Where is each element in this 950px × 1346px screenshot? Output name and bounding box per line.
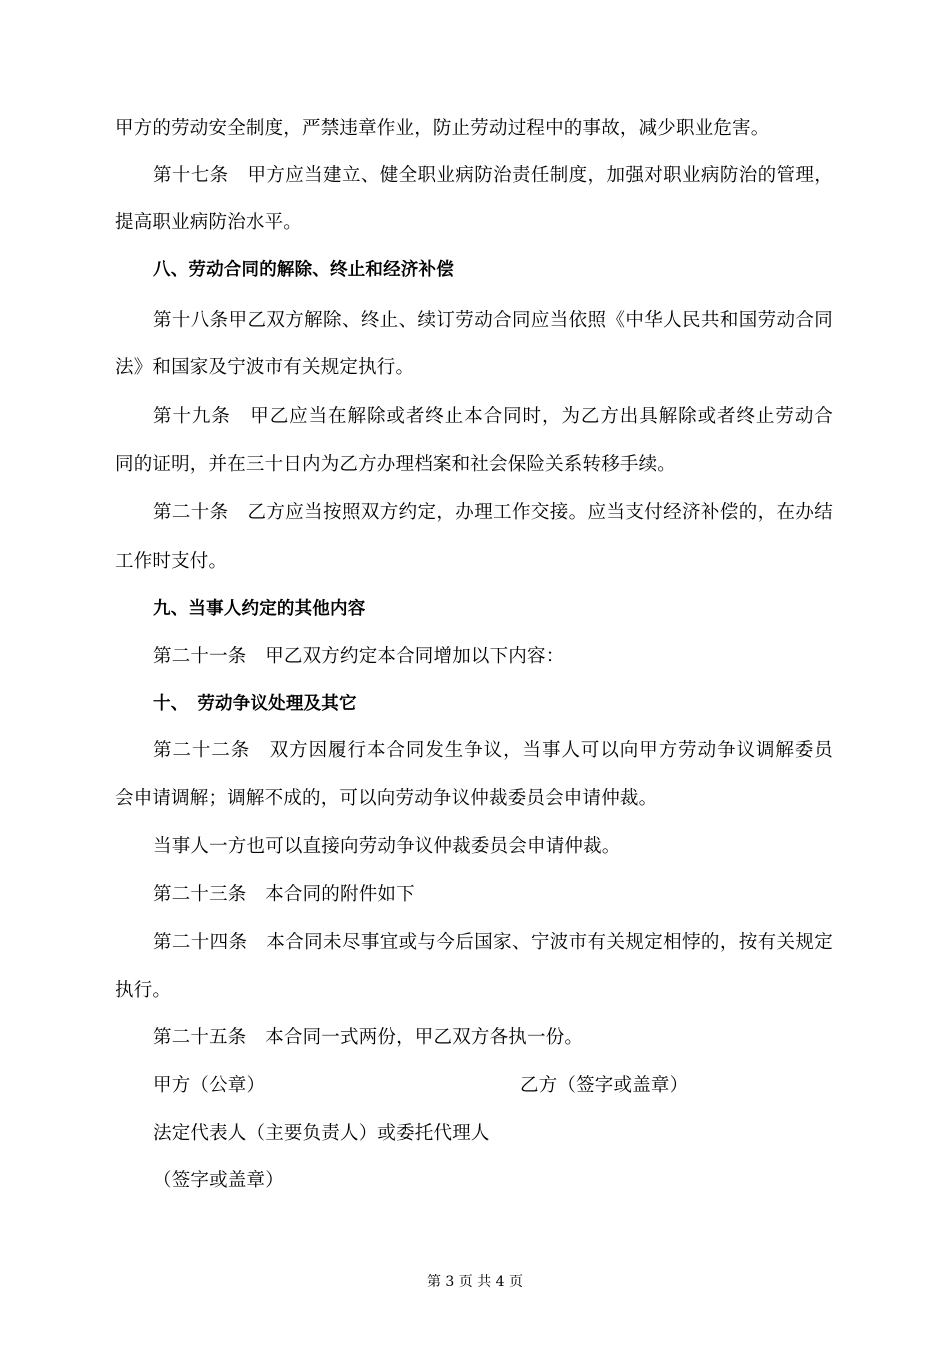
section-heading-10: 十、 劳动争议处理及其它 — [153, 694, 357, 714]
paragraph-line: 会申请调解；调解不成的，可以向劳动争议仲裁委员会申请仲裁。 — [115, 788, 658, 809]
paragraph-line: 法》和国家及宁波市有关规定执行。 — [115, 357, 415, 378]
representative-label: 法定代表人（主要负责人）或委托代理人 — [153, 1123, 490, 1144]
article-20: 第二十条 乙方应当按照双方约定，办理工作交接。应当支付经济补偿的，在办结 — [153, 502, 833, 523]
article-18: 第十八条甲乙双方解除、终止、续订劳动合同应当依照《中华人民共和国劳动合同 — [153, 310, 833, 331]
paragraph-line: 执行。 — [115, 980, 172, 1001]
article-24: 第二十四条 本合同未尽事宜或与今后国家、宁波市有关规定相悖的，按有关规定 — [153, 932, 833, 953]
party-a-seal-label: 甲方（公章） — [153, 1075, 266, 1096]
page-footer: 第 3 页 共 4 页 — [426, 1274, 524, 1290]
article-23: 第二十三条 本合同的附件如下 — [153, 884, 415, 905]
paragraph-line: 同的证明，并在三十日内为乙方办理档案和社会保险关系转移手续。 — [115, 454, 677, 475]
paragraph-line: 提高职业病防治水平。 — [115, 212, 303, 233]
article-21: 第二十一条 甲乙双方约定本合同增加以下内容： — [153, 646, 565, 667]
article-25: 第二十五条 本合同一式两份，甲乙双方各执一份。 — [153, 1027, 584, 1048]
paragraph-line: 工作时支付。 — [115, 551, 228, 572]
party-b-sign-label: 乙方（签字或盖章） — [520, 1075, 689, 1096]
signature-note: （签字或盖章） — [153, 1170, 284, 1191]
paragraph-line: 当事人一方也可以直接向劳动争议仲裁委员会申请仲裁。 — [153, 836, 621, 857]
article-19: 第十九条 甲乙应当在解除或者终止本合同时，为乙方出具解除或者终止劳动合 — [153, 406, 833, 427]
paragraph-line: 甲方的劳动安全制度，严禁违章作业，防止劳动过程中的事故，减少职业危害。 — [115, 118, 770, 139]
section-heading-9: 九、当事人约定的其他内容 — [153, 599, 366, 619]
article-22: 第二十二条 双方因履行本合同发生争议，当事人可以向甲方劳动争议调解委员 — [153, 740, 833, 761]
article-17: 第十七条 甲方应当建立、健全职业病防治责任制度，加强对职业病防治的管理， — [153, 165, 833, 186]
section-heading-8: 八、劳动合同的解除、终止和经济补偿 — [153, 260, 454, 280]
